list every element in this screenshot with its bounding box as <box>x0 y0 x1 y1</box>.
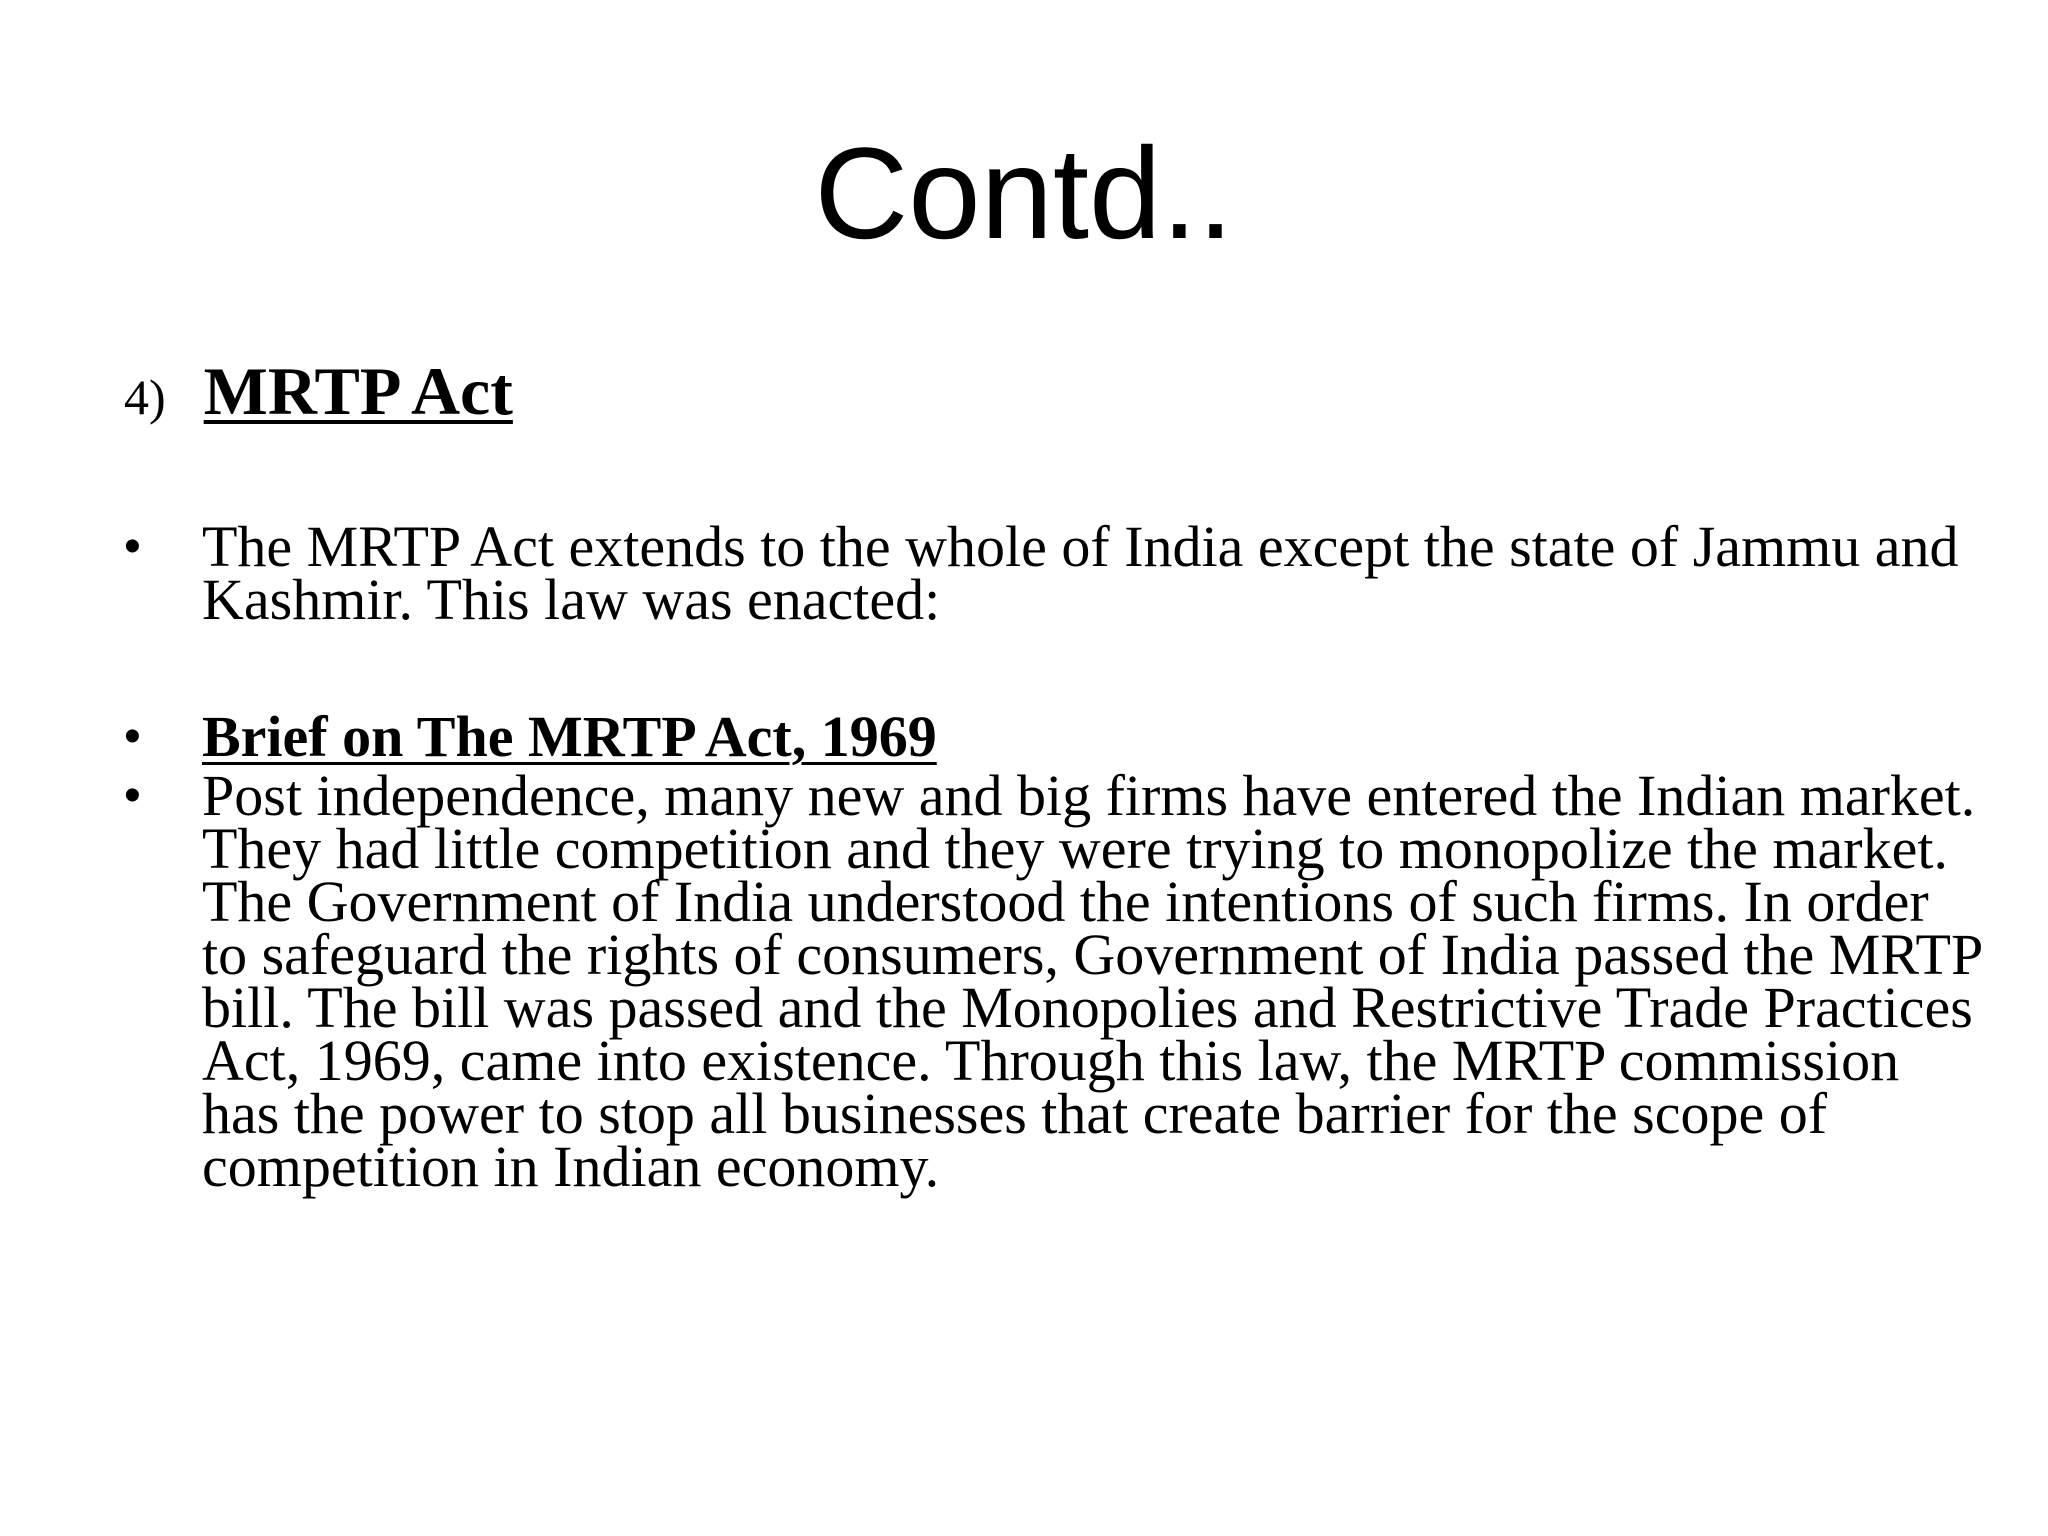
slide-title: Contd.. <box>814 120 1234 266</box>
bullet-icon: • <box>124 710 141 763</box>
list-item <box>124 514 1984 632</box>
bullet-list-brief <box>124 704 1984 1199</box>
bullet-icon: • <box>124 769 141 822</box>
list-item <box>124 704 1984 769</box>
bullet-list-intro <box>124 514 1984 632</box>
bullet-icon: • <box>124 520 141 573</box>
section-number: 4) <box>124 369 166 425</box>
section-label: MRTP Act <box>203 353 513 429</box>
bullet-text: Post independence, many new and big firms have entered the Indian market. They had little competition and they were trying to monopolize the market. The Government of India understood the intentions of such firms. In order to safeguard the rights of consumers, Government of India passed the MRTP bill. The bill was passed and the Monopolies and Restrictive Trade Practices Act, 1969, came into existence. Through this law, the MRTP commission has the power to stop all businesses that create barrier for the scope of competition in Indian economy. <box>202 763 1982 1199</box>
section-heading <box>124 352 513 431</box>
list-item <box>124 763 1984 1199</box>
bullet-text: The MRTP Act extends to the whole of India except the state of Jammu and Kashmir. This law was enacted: <box>202 514 1959 632</box>
brief-heading: Brief on The MRTP Act, 1969 <box>202 704 937 769</box>
